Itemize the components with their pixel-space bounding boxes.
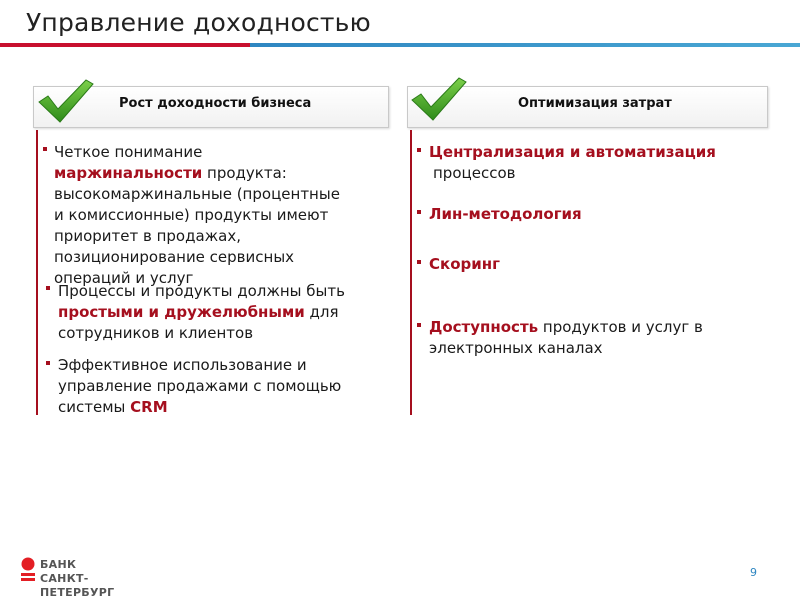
right-bullet-1-highlight: Централизация и автоматизация bbox=[429, 143, 716, 161]
right-bullet-1 bbox=[429, 142, 774, 184]
right-bullet-3 bbox=[429, 254, 774, 275]
left-bullet-1 bbox=[54, 142, 354, 289]
bullet-marker bbox=[43, 147, 47, 151]
right-bullet-4-highlight: Доступность bbox=[429, 318, 539, 336]
bullet-marker bbox=[46, 286, 50, 290]
left-bullet-1-text-a: Четкое понимание bbox=[54, 143, 203, 161]
left-bullet-2 bbox=[58, 281, 358, 344]
bank-logo-line2: САНКТ-ПЕТЕРБУРГ bbox=[40, 572, 115, 599]
right-column-rule bbox=[410, 130, 412, 415]
left-bullet-3 bbox=[58, 355, 358, 418]
right-bullet-4 bbox=[429, 317, 774, 359]
left-bullet-1-highlight: маржинальности bbox=[54, 164, 203, 182]
title-underline-red bbox=[0, 43, 250, 47]
right-bullet-4-text: продуктов и услуг в электронных каналах bbox=[429, 318, 703, 357]
left-bullet-3-text-a: Эффективное использование и управление продажами с помощью системы bbox=[58, 356, 342, 416]
bank-logo-line1: БАНК bbox=[40, 558, 77, 571]
check-icon bbox=[409, 76, 469, 122]
left-bullet-3-highlight: CRM bbox=[130, 398, 168, 416]
bank-logo-text bbox=[40, 558, 114, 600]
check-icon bbox=[36, 78, 96, 124]
bullet-marker bbox=[417, 148, 421, 152]
right-bullet-2-highlight: Лин-методология bbox=[429, 205, 582, 223]
left-bullet-2-text-b: для сотрудников и клиентов bbox=[58, 303, 339, 342]
title-underline-blue bbox=[250, 43, 800, 47]
right-bullet-2 bbox=[429, 204, 774, 225]
right-bullet-3-highlight: Скоринг bbox=[429, 255, 500, 273]
left-header-label: Рост доходности бизнеса bbox=[119, 96, 312, 111]
left-bullet-2-text-a: Процессы и продукты должны быть bbox=[58, 282, 345, 300]
bullet-marker bbox=[46, 361, 50, 365]
right-header-label: Оптимизация затрат bbox=[518, 96, 672, 111]
bullet-marker bbox=[417, 210, 421, 214]
bank-logo-icon bbox=[20, 556, 36, 584]
left-bullet-1-text-b: продукта: высокомаржинальные (процентные и комиссионные) продукты имеют приоритет в продажах, позиционирование сервисных операций и услуг bbox=[54, 164, 340, 287]
bullet-marker bbox=[417, 260, 421, 264]
page-number: 9 bbox=[750, 566, 757, 579]
bullet-marker bbox=[417, 323, 421, 327]
left-column-rule bbox=[36, 130, 38, 415]
slide-title: Управление доходностью bbox=[26, 8, 371, 37]
left-bullet-2-highlight: простыми и дружелюбными bbox=[58, 303, 305, 321]
right-bullet-1-text: процессов bbox=[433, 164, 516, 182]
